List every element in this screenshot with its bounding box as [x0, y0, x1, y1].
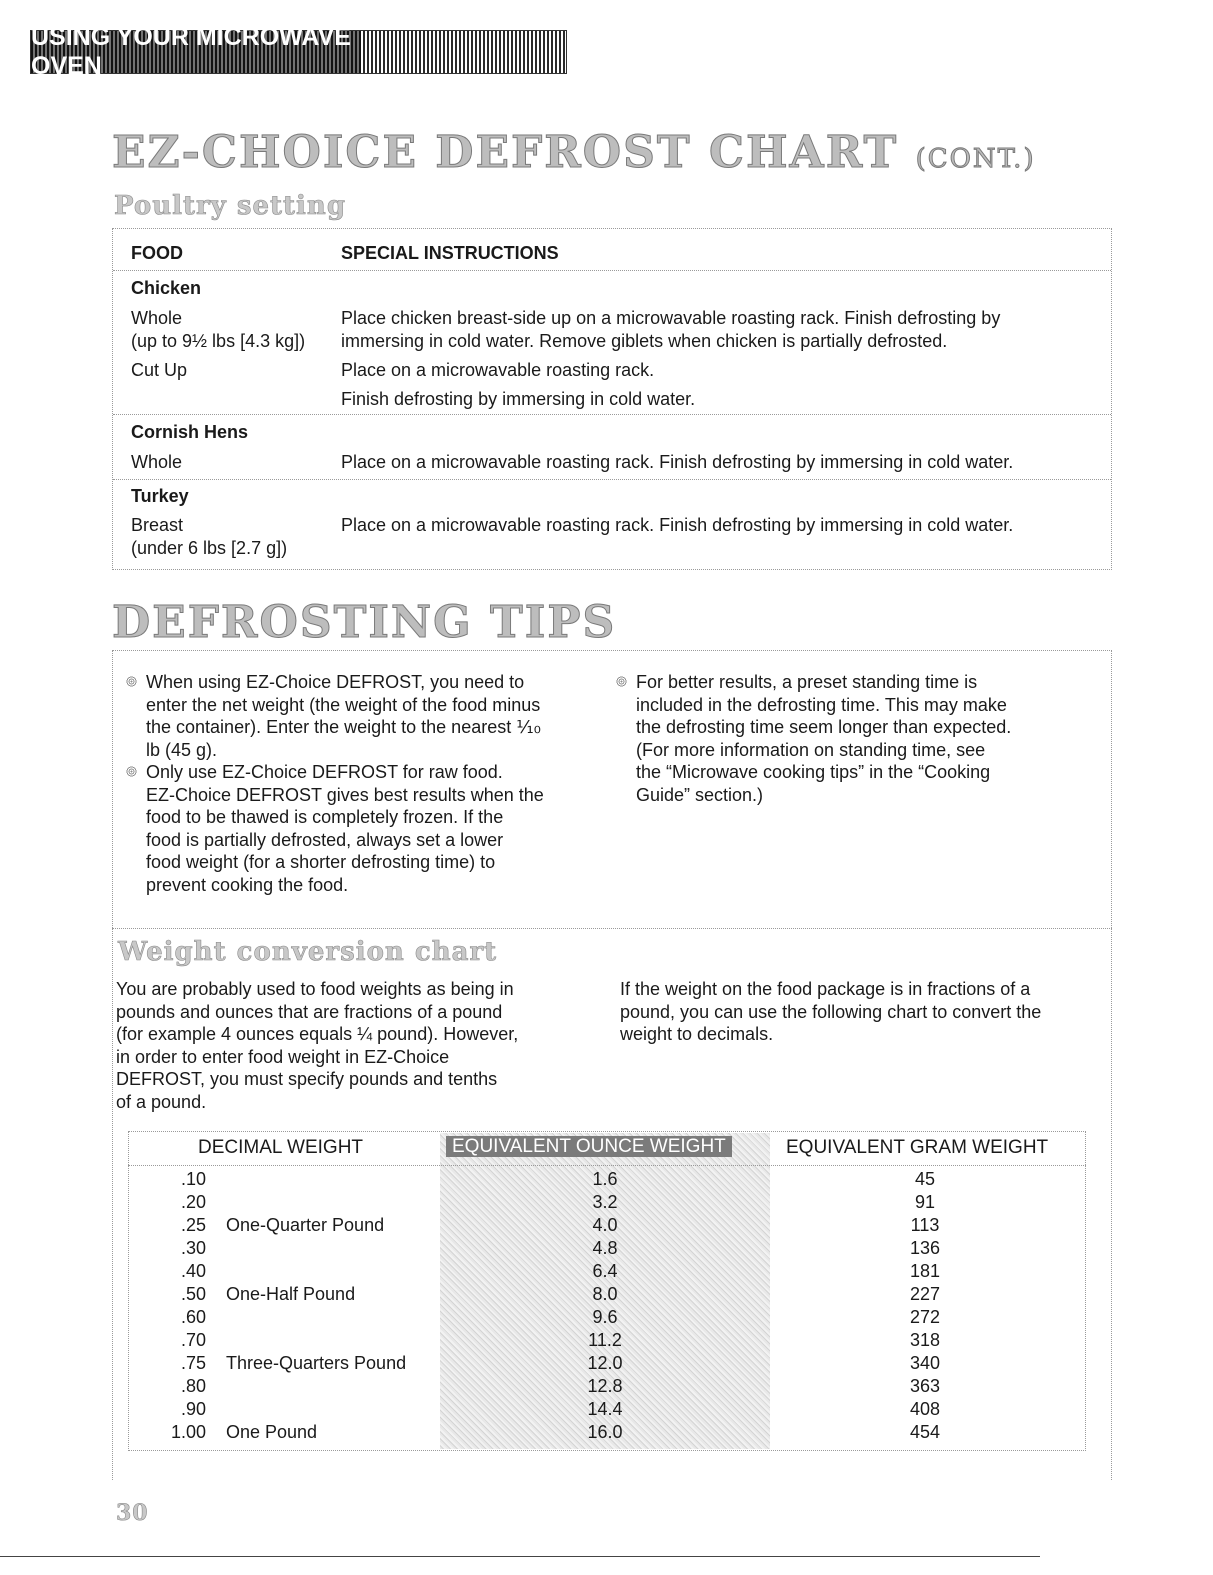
- decimal-label: One-Quarter Pound: [226, 1215, 385, 1235]
- instr-line: Finish defrosting by immersing in cold water.: [341, 389, 696, 409]
- tips-right-column: [612, 671, 1082, 806]
- tip-line: included in the defrosting time. This may make: [636, 694, 1007, 715]
- food-cornish-whole: Whole: [131, 452, 183, 472]
- decimal-label: One-Half Pound: [226, 1284, 356, 1304]
- bullet-icon: [126, 766, 137, 777]
- para-line: pound, you can use the following chart to convert the: [620, 1001, 1042, 1022]
- ounce-value: 8.0: [592, 1284, 618, 1304]
- tip-item: [612, 671, 1082, 806]
- tip-item: [122, 671, 592, 761]
- ounce-value: 3.2: [592, 1192, 618, 1212]
- food-line: (up to 9½ lbs [4.3 kg]): [131, 331, 306, 351]
- decimal-value: .70: [180, 1330, 206, 1350]
- instr-line: Place on a microwavable roasting rack.: [341, 360, 655, 380]
- tip-line: the “Microwave cooking tips” in the “Cooking: [636, 762, 991, 782]
- weight-chart-title: Weight conversion chart: [118, 937, 498, 967]
- para-line: of a pound.: [116, 1091, 207, 1112]
- decimal-value: .40: [180, 1261, 206, 1281]
- defrost-chart-title-text: EZ-CHOICE DEFROST CHART: [112, 127, 899, 178]
- food-line: Whole: [131, 308, 183, 328]
- instr-cornish-whole: Place on a microwavable roasting rack. Finish defrosting by immersing in cold water.: [341, 452, 1014, 472]
- para-line: weight to decimals.: [620, 1024, 774, 1044]
- tips-left-column: [122, 671, 592, 896]
- decimal-value: .20: [180, 1192, 206, 1212]
- section-banner-label: USING YOUR MICROWAVE OVEN: [31, 31, 361, 73]
- gram-value: 272: [909, 1307, 941, 1327]
- decimal-label: Three-Quarters Pound: [226, 1353, 407, 1373]
- decimal-value: .80: [180, 1376, 206, 1396]
- section-divider: [112, 928, 1112, 929]
- tip-line: enter the net weight (the weight of the food minus: [146, 694, 541, 715]
- header-divider: [113, 270, 1111, 271]
- section-banner: [30, 23, 567, 80]
- ounce-value: 4.0: [592, 1215, 618, 1235]
- tip-line: food is partially defrosted, always set a lower: [146, 829, 504, 850]
- tip-line: food to be thawed is completely frozen. If the: [146, 807, 504, 827]
- food-chicken-cutup: Cut Up: [131, 360, 188, 380]
- col-header-instructions: SPECIAL INSTRUCTIONS: [341, 243, 559, 263]
- weight-left-para: [116, 978, 596, 1113]
- decimal-value: .90: [180, 1399, 206, 1419]
- ounce-value: 9.6: [592, 1307, 618, 1327]
- food-line: (under 6 lbs [2.7 g]): [131, 538, 288, 558]
- tip-line: the defrosting time seem longer than expected.: [636, 717, 1012, 737]
- food-chicken-whole: [131, 307, 305, 353]
- decimal-value: .75: [180, 1353, 206, 1373]
- tip-line: EZ-Choice DEFROST gives best results when the: [146, 784, 544, 805]
- food-line: Breast: [131, 515, 184, 535]
- bullet-icon: [126, 676, 137, 687]
- tip-line: lb (45 g).: [146, 739, 218, 760]
- table-header-divider: [128, 1165, 1086, 1166]
- weight-right-para: [620, 978, 1100, 1046]
- decimal-value: 1.00: [170, 1422, 206, 1442]
- ounce-value: 4.8: [592, 1238, 618, 1258]
- ounce-value: 11.2: [588, 1330, 622, 1350]
- para-line: (for example 4 ounces equals ¼ pound). However,: [116, 1024, 519, 1044]
- ounce-value: 6.4: [592, 1261, 618, 1281]
- col-header-ounce: [446, 1134, 732, 1160]
- instr-chicken-whole: [341, 307, 1000, 353]
- setting-subtitle: Poultry setting: [114, 191, 347, 221]
- gram-value: 340: [909, 1353, 941, 1373]
- gram-value: 363: [909, 1376, 941, 1396]
- col-header-decimal: DECIMAL WEIGHT: [198, 1137, 364, 1158]
- para-line: pounds and ounces that are fractions of a pound: [116, 1001, 503, 1022]
- instr-turkey-breast: Place on a microwavable roasting rack. Finish defrosting by immersing in cold water.: [341, 515, 1014, 535]
- decimal-value: .50: [180, 1284, 206, 1304]
- tip-line: the container). Enter the weight to the nearest ⅒: [146, 717, 541, 737]
- defrost-chart-table: [112, 228, 1112, 570]
- para-line: If the weight on the food package is in fractions of a: [620, 979, 1031, 999]
- group-divider: [113, 479, 1111, 480]
- tip-line: When using EZ-Choice DEFROST, you need to: [146, 672, 525, 692]
- defrost-chart-title-suffix: (CONT.): [915, 144, 1036, 174]
- group-name-cornish-hens: Cornish Hens: [131, 422, 249, 442]
- gram-value: 113: [910, 1215, 940, 1235]
- para-line: You are probably used to food weights as being in: [116, 979, 514, 999]
- decimal-value: .25: [180, 1215, 206, 1235]
- ounce-value: 16.0: [587, 1422, 623, 1442]
- gram-value: 454: [909, 1422, 941, 1442]
- instr-chicken-cutup: [341, 359, 695, 411]
- defrost-chart-title: [112, 128, 1036, 184]
- decimal-value: .10: [180, 1169, 206, 1189]
- gram-value: 408: [909, 1399, 941, 1419]
- bottom-rule: [0, 1556, 1040, 1557]
- tip-item: [122, 761, 592, 896]
- page-number: 30: [116, 1500, 149, 1526]
- ounce-value: 1.6: [592, 1169, 618, 1189]
- tips-title: DEFROSTING TIPS: [112, 597, 617, 648]
- gram-value: 45: [914, 1169, 936, 1189]
- ounce-value: 14.4: [587, 1399, 623, 1419]
- para-line: in order to enter food weight in EZ-Choice: [116, 1046, 450, 1067]
- tip-line: food weight (for a shorter defrosting time) to: [146, 852, 496, 872]
- col-header-ounce-label: EQUIVALENT OUNCE WEIGHT: [446, 1136, 732, 1157]
- col-header-gram: EQUIVALENT GRAM WEIGHT: [786, 1137, 1049, 1158]
- bullet-icon: [616, 676, 627, 687]
- instr-line: immersing in cold water. Remove giblets when chicken is partially defrosted.: [341, 331, 948, 351]
- group-divider: [113, 414, 1111, 415]
- gram-value: 227: [909, 1284, 941, 1304]
- group-name-turkey: Turkey: [131, 486, 189, 506]
- decimal-value: .60: [180, 1307, 206, 1327]
- decimal-value: .30: [180, 1238, 206, 1258]
- tip-line: prevent cooking the food.: [146, 874, 349, 895]
- tip-line: Only use EZ-Choice DEFROST for raw food.: [146, 762, 503, 782]
- gram-value: 181: [909, 1261, 941, 1281]
- group-name-chicken: Chicken: [131, 278, 202, 298]
- instr-line: Place chicken breast-side up on a microwavable roasting rack. Finish defrosting by: [341, 308, 1001, 328]
- ounce-value: 12.8: [587, 1376, 623, 1396]
- food-turkey-breast: [131, 514, 287, 560]
- gram-value: 318: [909, 1330, 941, 1350]
- gram-value: 91: [914, 1192, 936, 1212]
- ounce-value: 12.0: [587, 1353, 623, 1373]
- gram-value: 136: [909, 1238, 941, 1258]
- tip-line: Guide” section.): [636, 784, 764, 805]
- decimal-label: One Pound: [226, 1422, 318, 1442]
- col-header-food: FOOD: [131, 243, 183, 263]
- tip-line: For better results, a preset standing time is: [636, 672, 978, 692]
- tip-line: (For more information on standing time, see: [636, 739, 986, 760]
- para-line: DEFROST, you must specify pounds and tenths: [116, 1069, 498, 1089]
